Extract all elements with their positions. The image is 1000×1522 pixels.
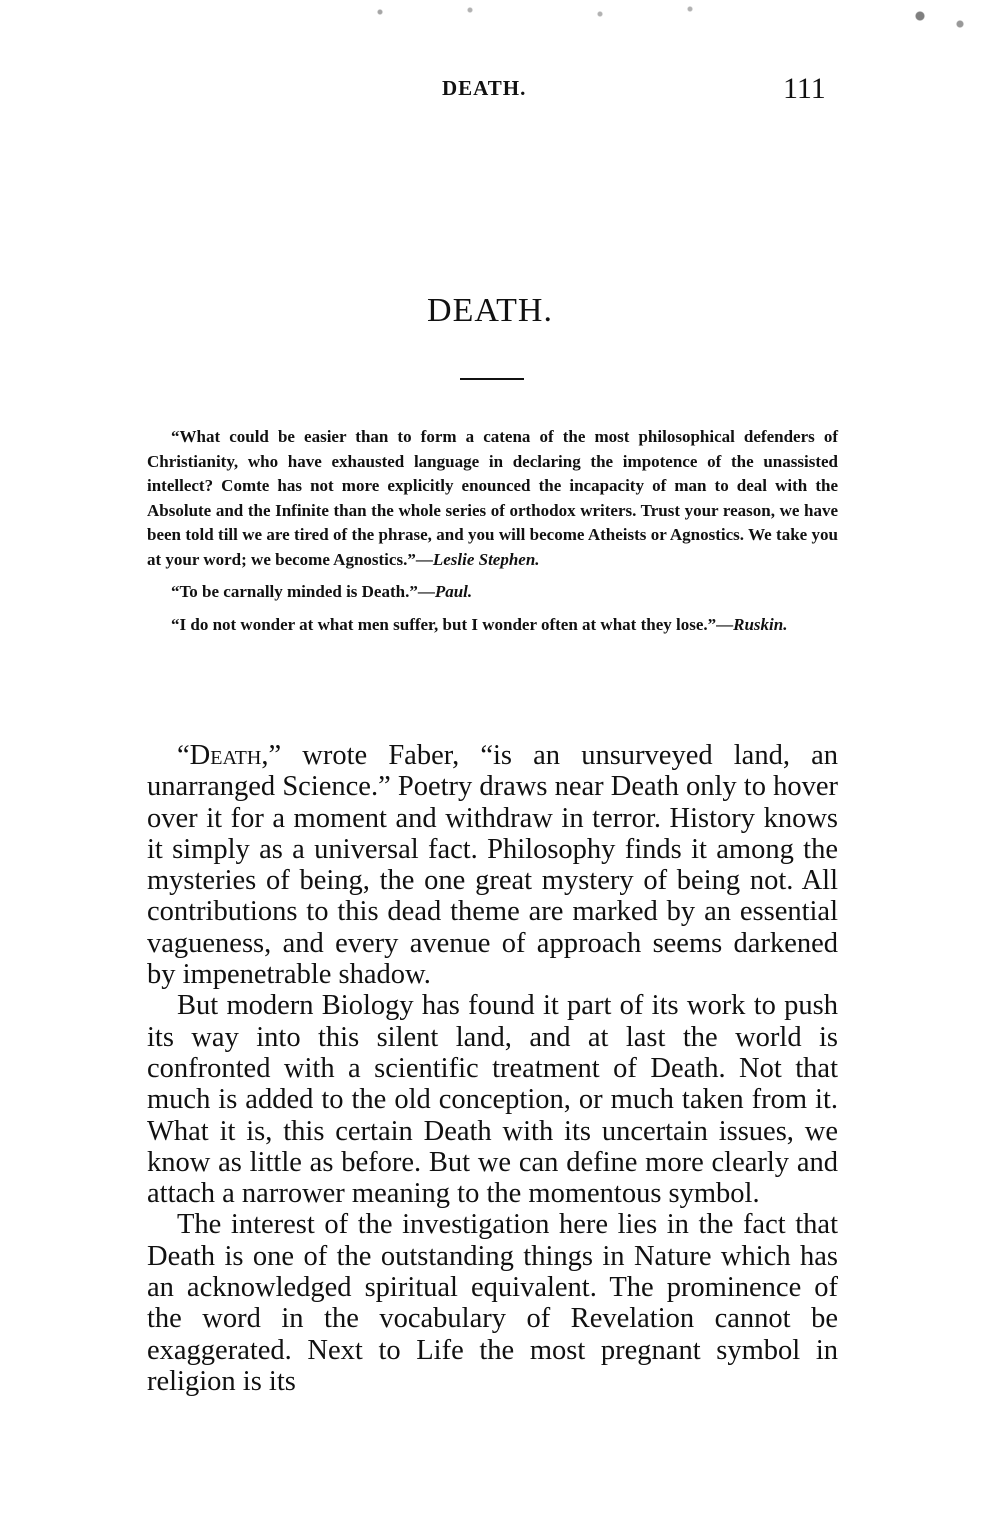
running-header	[0, 72, 1000, 108]
epigraph-author: Paul.	[434, 582, 473, 601]
paragraph-3: The interest of the investigation here lies in the fact that Death is one of the outstanding things in Nature which has an acknowledged spiritual equivalent. The prominence of the word in the vocabulary of Revelation cannot be exaggerated. Next to Life the most pregnant symbol in religion is its	[147, 1209, 838, 1397]
epigraph-author: Ruskin.	[733, 614, 788, 634]
body-text	[147, 740, 838, 1397]
epigraphs	[147, 425, 838, 645]
paragraph-text: ” wrote Faber, “is an unsurveyed land, an unarranged Science.” Poetry draws near Death only to hover over it for a moment and withdraw in terror. History knows it simply as a universal fact. Philosophy finds it among the mysteries of being, the one great mystery of being not. All contributions to this dead theme are marked by an essential vagueness, and every avenue of approach seems darkened by impenetrable shadow.	[147, 740, 838, 991]
epigraph-quote: “I do not wonder at what men suffer, but I wonder often at what they lose.”—	[171, 614, 734, 634]
chapter-title: DEATH.	[427, 292, 553, 329]
epigraph-quote: “What could be easier than to form a catena of the most philosophical defenders of Christianity, who have exhausted language in declaring the impotence of the unassisted intellect? Comte has not more explicitly enounced the incapacity of man to deal with the Absolute and the Infinite than the whole series of orthodox writers. Trust your reason, we have been told till we are tired of the phrase, and you will become Atheists or Agnostics. We take you at your word; we become Agnostics.”—	[147, 427, 838, 569]
page-number: 111	[783, 72, 826, 105]
running-title: DEATH.	[442, 76, 527, 100]
title-rule	[460, 378, 524, 380]
scan-artifacts	[0, 0, 1000, 40]
epigraph-leslie-stephen	[147, 425, 838, 572]
paragraph-2: But modern Biology has found it part of its work to push its way into this silent land, and at last the world is confronted with a scientific treatment of Death. Not that much is added to the old conception, or much taken from it. What it is, this certain Death with its uncertain issues, we know as little as before. But we can define more clearly and attach a narrower meaning to the momentous symbol.	[147, 990, 838, 1210]
epigraph-ruskin	[147, 613, 838, 638]
open-quote: “	[177, 740, 190, 771]
paragraph-1	[147, 740, 838, 990]
epigraph-author: Leslie Stephen.	[432, 549, 540, 569]
opening-word: Death,	[189, 740, 269, 771]
epigraph-quote: “To be carnally minded is Death.”—	[171, 582, 435, 601]
epigraph-paul	[147, 580, 838, 605]
